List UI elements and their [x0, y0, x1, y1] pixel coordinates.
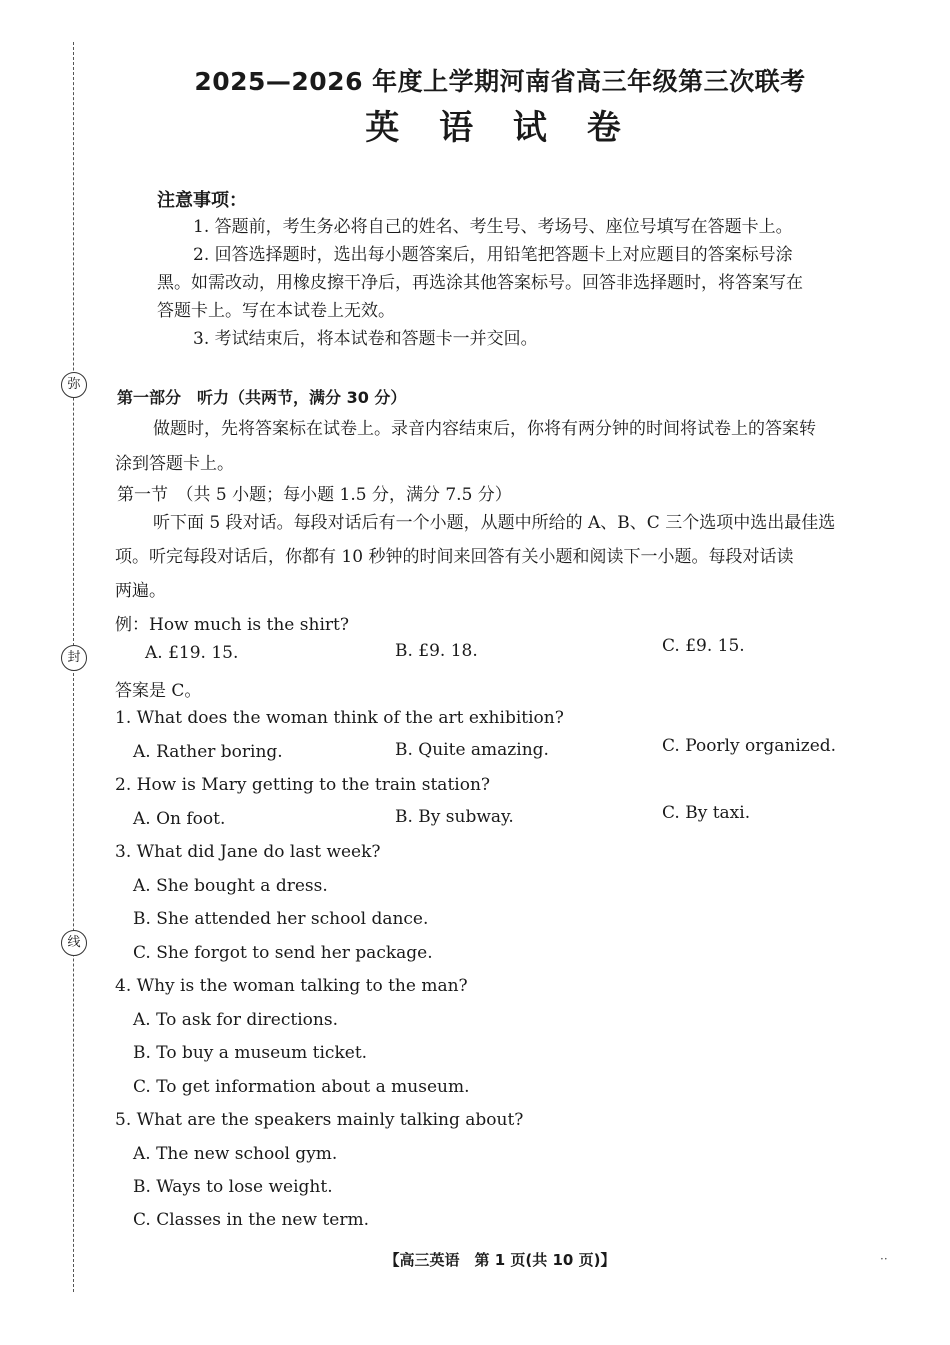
- exam-title: 2025—2026 年度上学期河南省高三年级第三次联考: [194, 67, 806, 96]
- notes-item-3: 3. 考试结束后，将本试卷和答题卡一并交回。: [193, 329, 538, 349]
- notes-item-1: 1. 答题前，考生务必将自己的姓名、考生号、考场号、座位号填写在答题卡上。: [193, 217, 793, 237]
- question-2-option-c: C. By taxi.: [662, 803, 751, 823]
- example-option-a: A. £19. 15.: [145, 643, 239, 663]
- seal-mark-xian: 线: [61, 930, 87, 956]
- question-5-option-c: C. Classes in the new term.: [133, 1210, 369, 1230]
- question-2-option-b: B. By subway.: [395, 807, 514, 827]
- part-1-intro-line-2: 涂到答题卡上。: [115, 454, 234, 474]
- corner-mark: ··: [880, 1252, 888, 1266]
- page-footer: 【高三英语 第 1 页(共 10 页)】: [384, 1251, 616, 1269]
- question-5-option-a: A. The new school gym.: [133, 1144, 338, 1164]
- example-answer: 答案是 C。: [115, 681, 202, 701]
- question-3-stem: 3. What did Jane do last week?: [115, 842, 381, 862]
- seal-mark-feng: 封: [61, 645, 87, 671]
- question-4-option-c: C. To get information about a museum.: [133, 1077, 470, 1097]
- section-1-heading: 第一节 （共 5 小题；每小题 1.5 分，满分 7.5 分）: [117, 485, 512, 505]
- question-1-option-c: C. Poorly organized.: [662, 736, 837, 756]
- question-4-stem: 4. Why is the woman talking to the man?: [115, 976, 468, 996]
- question-2-option-a: A. On foot.: [133, 809, 226, 829]
- question-5-stem: 5. What are the speakers mainly talking about?: [115, 1110, 524, 1130]
- notes-item-2-line-1: 2. 回答选择题时，选出每小题答案后，用铅笔把答题卡上对应题目的答案标号涂: [193, 245, 793, 265]
- example-option-b: B. £9. 18.: [395, 641, 478, 661]
- part-1-intro-line-1: 做题时，先将答案标在试卷上。录音内容结束后，你将有两分钟的时间将试卷上的答案转: [153, 419, 816, 439]
- example-question: 例：How much is the shirt?: [115, 615, 349, 635]
- question-4-option-b: B. To buy a museum ticket.: [133, 1043, 368, 1063]
- question-2-stem: 2. How is Mary getting to the train station?: [115, 775, 491, 795]
- notes-item-2-line-2: 黑。如需改动，用橡皮擦干净后，再选涂其他答案标号。回答非选择题时，将答案写在: [157, 273, 803, 293]
- notes-heading: 注意事项：: [157, 190, 247, 211]
- part-1-heading: 第一部分 听力（共两节，满分 30 分）: [117, 388, 407, 407]
- section-1-instruction-line-3: 两遍。: [115, 581, 166, 601]
- question-1-option-b: B. Quite amazing.: [395, 740, 549, 760]
- question-3-option-c: C. She forgot to send her package.: [133, 943, 433, 963]
- example-option-c: C. £9. 15.: [662, 636, 745, 656]
- notes-item-2-line-3: 答题卡上。写在本试卷上无效。: [157, 301, 395, 321]
- question-5-option-b: B. Ways to lose weight.: [133, 1177, 333, 1197]
- section-1-instruction-line-1: 听下面 5 段对话。每段对话后有一个小题，从题中所给的 A、B、C 三个选项中选出最佳选: [153, 513, 836, 533]
- exam-subtitle: 英 语 试 卷: [365, 108, 635, 148]
- question-3-option-b: B. She attended her school dance.: [133, 909, 429, 929]
- seal-mark-mi: 弥: [61, 372, 87, 398]
- question-1-option-a: A. Rather boring.: [133, 742, 283, 762]
- question-1-stem: 1. What does the woman think of the art exhibition?: [115, 708, 564, 728]
- question-3-option-a: A. She bought a dress.: [133, 876, 328, 896]
- question-4-option-a: A. To ask for directions.: [133, 1010, 338, 1030]
- section-1-instruction-line-2: 项。听完每段对话后，你都有 10 秒钟的时间来回答有关小题和阅读下一小题。每段对话读: [115, 547, 794, 567]
